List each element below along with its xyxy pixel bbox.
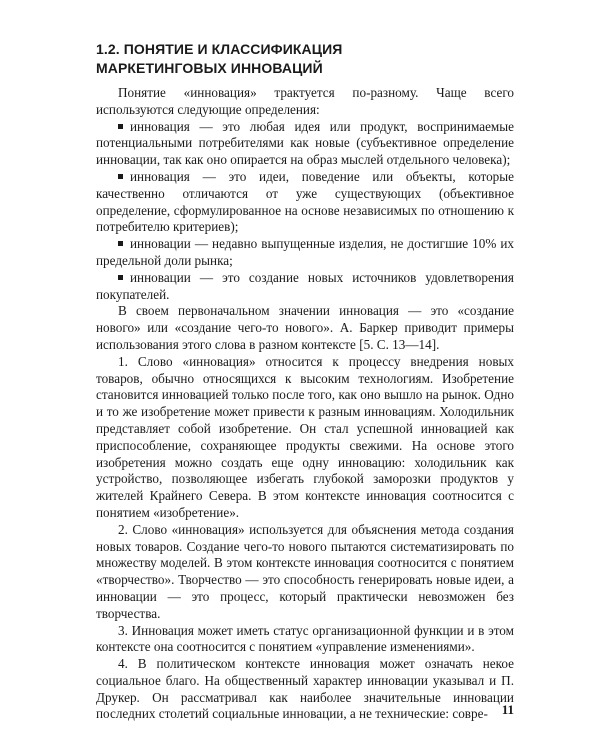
paragraph-context-2: 2. Слово «инновация» используется для объяснения метода создания новых товаров. Создание чего-то нового пытаются систематизировать по множеству моделей. В этом контексте инновация соотносится с понятием «творчество». Творчество — это способность генерировать новые идеи, а инновации — это процесс, который практически невозможен без творчества. [96,521,514,621]
bullet-square-icon [118,275,123,280]
heading-line-2: МАРКЕТИНГОВЫХ ИННОВАЦИЙ [96,60,323,76]
body-text [96,85,514,723]
bullet-text: инновации — это создание новых источников удовлетворения покупателей. [96,269,514,302]
page-number: 11 [501,702,514,717]
bullet-item [96,270,514,304]
paragraph-intro: Понятие «инновация» трактуется по-разному. Чаще всего используются следующие определения: [96,85,514,117]
bullet-text: инновации — недавно выпущенные изделия, не достигшие 10% их предельной доли рынка; [96,236,514,268]
bullet-square-icon [118,241,123,246]
paragraph-original-meaning: В своем первоначальном значении инновация — это «создание нового» или «создание чего-то нового». А. Баркер приводит примеры использования этого слова в разном контексте [5. С. 13—14]. [96,303,514,352]
section-heading [96,40,514,78]
bullet-item [96,169,514,236]
paragraph-context-1: 1. Слово «инновация» относится к процессу внедрения новых товаров, обычно относящихся к высоким технологиям. Изобретение становится инновацией только после того, как оно вышло на рынок. Одно и то же изобретение может привести к разным инновациям. Холодильник представляет собой изобретение. Он стал успешной инновацией как приспособление, сохраняющее продукты свежими. На основе этого изобретения можно создать еще одну инновацию: холодильник как устройство, позволяющее избегать глубокой заморозки продуктов у жителей Крайнего Севера. В этом контексте инновация соотносится с понятием «изобретение». [96,353,514,520]
bullet-item [96,119,514,169]
bullet-text: инновация — это любая идея или продукт, воспринимаемые потенциальными потребителями как новые (субъективное определение инновации, так как оно опирается на образ мыслей отдельного человека); [96,118,514,168]
bullet-item [96,236,514,270]
paragraph-context-4: 4. В политическом контексте инновация может означать некое социальное благо. На общественный характер инновации указывал и П. Друкер. Он рассматривал как наиболее значительные инновации последних столетий социальные инновации, а не технические: совре- [96,656,514,722]
bullet-text: инновация — это идеи, поведение или объекты, которые качественно отличаются от уже существующих (объективное определение, сформулированное на основе независимых по отношению к потребителю критериев); [96,168,514,235]
bullet-square-icon [118,124,123,129]
heading-line-1: 1.2. ПОНЯТИЕ И КЛАССИФИКАЦИЯ [96,41,343,57]
bullet-square-icon [118,174,123,179]
paragraph-context-3: 3. Инновация может иметь статус организационной функции и в этом контексте она соотносится с понятием «управление изменениями». [96,622,514,655]
page-content [96,40,514,723]
